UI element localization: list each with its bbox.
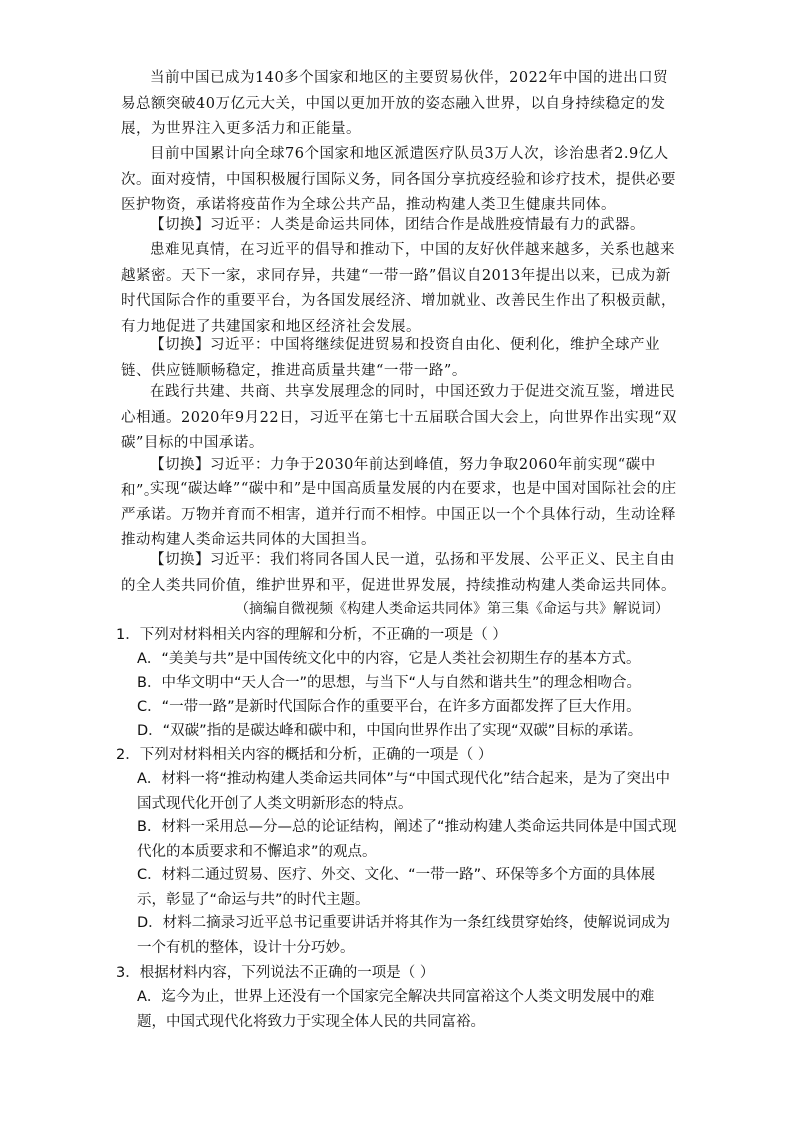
- question-3-stem: 3．根据材料内容，下列说法不正确的一项是（ ）: [116, 965, 435, 981]
- question-1-option-b: B．中华文明中“天人合一”的思想，与当下“人与自然和谐共生”的理念相吻合。: [137, 675, 641, 691]
- question-1-option-c: C．“一带一路”是新时代国际合作的重要平台，在许多方面都发挥了巨大作用。: [137, 699, 641, 715]
- question-1-stem: 1．下列对材料相关内容的理解和分析，不正确的一项是（ ）: [116, 627, 507, 643]
- switch-quote-4: 【切换】习近平：我们将同各国人民一道，弘扬和平发展、公平正义、民主自由的全人类共同价值，维护世界和平，促进世界发展，持续推动构建人类命运共同体。: [121, 552, 676, 594]
- question-2-stem: 2．下列对材料相关内容的概括和分析，正确的一项是（ ）: [116, 747, 493, 763]
- question-2-option-b: B．材料一采用总—分—总的论证结构，阐述了“推动构建人类命运共同体是中国式现代化的本质要求和不懈追求”的观点。: [137, 819, 677, 860]
- material-paragraph-5: 实现“碳达峰”“碳中和”是中国高质量发展的内在要求，也是中国对国际社会的庄严承诺。万物并育而不相害，道并行而不相悖。中国正以一个个具体行动，生动诠释推动构建人类命运共同体的大国担当。: [121, 481, 677, 548]
- material-paragraph-2: 目前中国累计向全球76个国家和地区派遣医疗队员3万人次，诊治患者2.9亿人次。面对疫情，中国积极履行国际义务，同各国分享抗疫经验和诊疗技术，提供必要医护物资，承诺将疫苗作为全球公共产品，推动构建人类卫生健康共同体。: [121, 146, 676, 213]
- switch-quote-3: 【切换】习近平：力争于2030年前达到峰值，努力争取2060年前实现“碳中和”。: [121, 457, 656, 499]
- question-2-option-d: D．材料二摘录习近平总书记重要讲话并将其作为一条红线贯穿始终，使解说词成为一个有机的整体，设计十分巧妙。: [137, 915, 671, 956]
- switch-quote-1: 【切换】习近平：人类是命运共同体，团结合作是战胜疫情最有力的武器。: [150, 217, 645, 233]
- material-paragraph-3: 患难见真情，在习近平的倡导和推动下，中国的友好伙伴越来越多，关系也越来越紧密。天下一家，求同存异，共建“一带一路”倡议自2013年提出以来，已成为新时代国际合作的重要平台，为各国发展经济、增加就业、改善民生作出了积极贡献，有力地促进了共建国家和地区经济社会发展。: [121, 242, 676, 335]
- switch-quote-2: 【切换】习近平：中国将继续促进贸易和投资自由化、便利化，维护全球产业链、供应链顺畅稳定，推进高质量共建“一带一路”。: [121, 337, 660, 379]
- question-1-option-d: D．“双碳”指的是碳达峰和碳中和，中国向世界作出了实现“双碳”目标的承诺。: [137, 723, 643, 739]
- material-source: （摘编自微视频《构建人类命运共同体》第三集《命运与共》解说词）: [235, 601, 669, 617]
- question-2-option-a: A．材料一将“推动构建人类命运共同体”与“中国式现代化”结合起来，是为了突出中国式现代化开创了人类文明新形态的特点。: [137, 771, 670, 812]
- material-paragraph-1: 当前中国已成为140多个国家和地区的主要贸易伙伴，2022年中国的进出口贸易总额突破40万亿元大关，中国以更加开放的姿态融入世界，以自身持续稳定的发展，为世界注入更多活力和正能量。: [121, 70, 669, 137]
- question-2-option-c: C．材料二通过贸易、医疗、外交、文化、“一带一路”、环保等多个方面的具体展示，彰显了“命运与共”的时代主题。: [137, 867, 656, 908]
- question-1-option-a: A．“美美与共”是中国传统文化中的内容，它是人类社会初期生存的基本方式。: [137, 651, 641, 667]
- question-3-option-a: A．迄今为止，世界上还没有一个国家完全解决共同富裕这个人类文明发展中的难题，中国式现代化将致力于实现全体人民的共同富裕。: [137, 989, 655, 1030]
- material-paragraph-4: 在践行共建、共商、共享发展理念的同时，中国还致力于促进交流互鉴，增进民心相通。2020年9月22日，习近平在第七十五届联合国大会上，向世界作出实现“双碳”目标的中国承诺。: [121, 384, 677, 451]
